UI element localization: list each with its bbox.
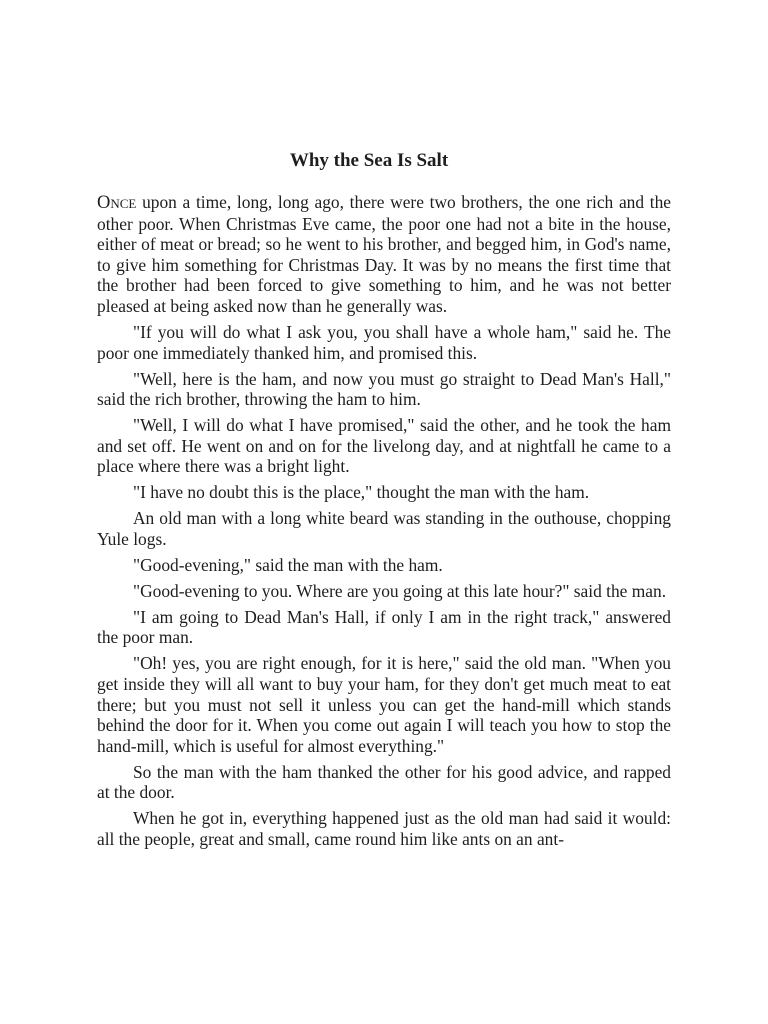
- paragraph-10: "Oh! yes, you are right enough, for it is here," said the old man. "When you get inside they will all want to buy your ham, for they don't get much meat to eat there; but you must not sell it unless you can get the hand-mill which stands behind the door for it. When you come out again I will teach you how to stop the hand-mill, which is useful for almost everything.": [97, 653, 671, 756]
- opening-word: Once: [97, 193, 137, 213]
- paragraph-2: "If you will do what I ask you, you shall have a whole ham," said he. The poor one immediately thanked him, and promised this.: [97, 321, 671, 363]
- paragraph-1-text: upon a time, long, long ago, there were two brothers, the one rich and the other poor. When Christmas Eve came, the poor one had not a bite in the house, either of meat or bread; so he went to his brother, and begged him, in God's name, to give him something for Christmas Day. It was by no means the first time that the brother had been forced to give something to him, and he was not better pleased at being asked now than he generally was.: [97, 192, 671, 316]
- paragraph-1: [97, 192, 671, 317]
- story-title: Why the Sea Is Salt: [289, 150, 449, 171]
- paragraph-5: "I have no doubt this is the place," thought the man with the ham.: [133, 482, 590, 503]
- paragraph-8: "Good-evening to you. Where are you going at this late hour?" said the man.: [133, 580, 667, 601]
- paragraph-4: "Well, I will do what I have promised," said the other, and he took the ham and set off. He went on and on for the livelong day, and at nightfall he came to a place where there was a bright light.: [97, 415, 671, 477]
- paragraph-3: "Well, here is the ham, and now you must go straight to Dead Man's Hall," said the rich brother, throwing the ham to him.: [97, 368, 671, 410]
- paragraph-9: "I am going to Dead Man's Hall, if only I am in the right track," answered the poor man.: [97, 606, 671, 648]
- paragraph-11: So the man with the ham thanked the other for his good advice, and rapped at the door.: [97, 761, 671, 803]
- story-body: [97, 192, 671, 855]
- paragraph-6: An old man with a long white beard was standing in the outhouse, chopping Yule logs.: [97, 508, 671, 549]
- paragraph-12: When he got in, everything happened just as the old man had said it would: all the people, great and small, came round him like ants on an ant-: [97, 808, 671, 849]
- paragraph-7: "Good-evening," said the man with the ham.: [133, 554, 443, 575]
